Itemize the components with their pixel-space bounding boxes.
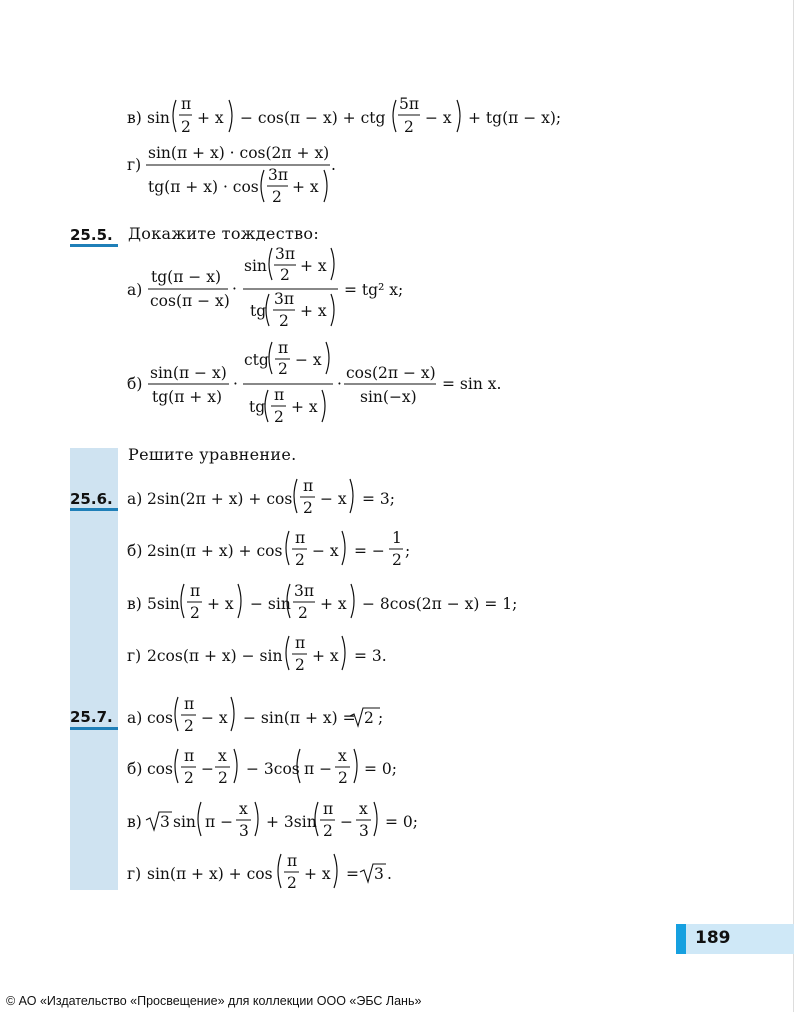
svg-text:=: =: [346, 865, 359, 883]
svg-text:+ x: + x: [304, 865, 331, 883]
formula-top-v: [0, 90, 794, 150]
svg-text:− sin: − sin: [250, 595, 291, 613]
svg-text:а): а): [127, 709, 143, 727]
svg-text:− 3cos: − 3cos: [246, 760, 300, 778]
svg-text:2: 2: [392, 551, 402, 569]
svg-text:tg(π + x) · cos: tg(π + x) · cos: [148, 178, 259, 196]
svg-text:= 0;: = 0;: [385, 813, 418, 831]
svg-text:2cos(π + x) − sin: 2cos(π + x) − sin: [147, 647, 283, 665]
svg-text:π: π: [181, 95, 192, 113]
formula-25-5-a: [0, 246, 794, 336]
svg-text:3: 3: [359, 822, 369, 840]
svg-text:π: π: [295, 634, 306, 652]
svg-text:2: 2: [295, 656, 305, 674]
svg-text:cos(π − x): cos(π − x): [150, 292, 230, 310]
svg-text:+ x: + x: [300, 257, 327, 275]
formula-25-7-b: [0, 745, 794, 795]
page-number-box: [676, 924, 794, 954]
svg-text:;: ;: [405, 542, 411, 560]
svg-text:tg: tg: [250, 302, 267, 320]
svg-text:2: 2: [272, 188, 282, 206]
svg-text:ctg: ctg: [244, 351, 269, 369]
svg-text:−: −: [340, 813, 353, 831]
svg-text:π −: π −: [304, 760, 333, 778]
svg-text:π: π: [184, 695, 195, 713]
svg-text:+ x: + x: [292, 178, 319, 196]
svg-text:tg(π − x): tg(π − x): [151, 268, 222, 286]
svg-text:π: π: [184, 747, 195, 765]
svg-text:б): б): [127, 542, 143, 560]
svg-text:π: π: [295, 529, 306, 547]
svg-text:tg(π + x): tg(π + x): [152, 388, 223, 406]
svg-text:2sin(2π + x) + cos: 2sin(2π + x) + cos: [147, 490, 293, 508]
svg-text:2: 2: [190, 604, 200, 622]
svg-text:sin: sin: [147, 109, 170, 127]
svg-text:− sin(π + x) =: − sin(π + x) =: [243, 709, 356, 727]
svg-text:+ x: + x: [197, 109, 224, 127]
svg-text:5sin: 5sin: [147, 595, 180, 613]
svg-text:3π: 3π: [275, 245, 296, 263]
svg-text:2: 2: [295, 551, 305, 569]
svg-text:2: 2: [280, 266, 290, 284]
svg-text:tg: tg: [249, 398, 266, 416]
svg-text:+ x: + x: [207, 595, 234, 613]
svg-text:sin(−x): sin(−x): [360, 388, 417, 406]
svg-text:3π: 3π: [274, 290, 295, 308]
svg-text:− x: − x: [201, 709, 228, 727]
svg-text:+ 3sin: + 3sin: [266, 813, 317, 831]
svg-text:·: ·: [232, 280, 237, 298]
svg-text:3π: 3π: [294, 582, 315, 600]
formula-25-6-v: [0, 580, 794, 630]
svg-text:cos(2π − x): cos(2π − x): [346, 364, 436, 382]
svg-text:2: 2: [274, 408, 284, 426]
formula-25-6-g: [0, 632, 794, 682]
svg-text:π: π: [190, 582, 201, 600]
svg-text:1: 1: [392, 529, 402, 547]
svg-text:= sin x.: = sin x.: [442, 375, 502, 393]
svg-text:= tg² x;: = tg² x;: [344, 281, 404, 299]
svg-text:π −: π −: [205, 813, 234, 831]
svg-text:x: x: [359, 800, 368, 818]
svg-text:·: ·: [337, 375, 342, 393]
svg-text:− cos(π − x) + ctg: − cos(π − x) + ctg: [240, 109, 386, 127]
label-v: в): [127, 109, 142, 127]
formula-25-5-b: [0, 340, 794, 430]
svg-text:в): в): [127, 595, 142, 613]
svg-text:− x: − x: [425, 109, 452, 127]
svg-text:π: π: [287, 852, 298, 870]
svg-text:3π: 3π: [268, 166, 289, 184]
svg-text:sin: sin: [173, 813, 196, 831]
svg-text:2: 2: [181, 118, 191, 136]
svg-text:2: 2: [404, 118, 414, 136]
svg-text:π: π: [323, 800, 334, 818]
problem-number: 25.6.: [70, 490, 113, 508]
svg-text:5π: 5π: [399, 95, 420, 113]
svg-text:2: 2: [287, 874, 297, 892]
svg-text:+ x: + x: [291, 398, 318, 416]
svg-text:в): в): [127, 813, 142, 831]
svg-text:x: x: [218, 747, 227, 765]
svg-text:= 0;: = 0;: [364, 760, 397, 778]
svg-text:2: 2: [364, 709, 374, 727]
svg-text:− x: − x: [295, 351, 322, 369]
formula-top-g: [0, 142, 794, 212]
svg-text:− x: − x: [312, 542, 339, 560]
label-g: г): [127, 156, 142, 174]
problem-intro: Докажите тождество:: [128, 224, 320, 243]
svg-text:г): г): [127, 865, 142, 883]
svg-text:= −: = −: [354, 542, 385, 560]
svg-text:π: π: [278, 339, 289, 357]
svg-text:2: 2: [184, 769, 194, 787]
formula-25-6-b: [0, 527, 794, 577]
svg-text:π: π: [274, 386, 285, 404]
svg-text:+ x: + x: [320, 595, 347, 613]
svg-text:;: ;: [378, 709, 384, 727]
svg-text:2: 2: [184, 717, 194, 735]
formula-25-7-g: [0, 849, 794, 899]
svg-text:2: 2: [323, 822, 333, 840]
svg-text:2: 2: [218, 769, 228, 787]
svg-text:2: 2: [279, 312, 289, 330]
svg-text:2: 2: [303, 499, 313, 517]
svg-text:б): б): [127, 760, 143, 778]
page-number: 189: [695, 928, 731, 948]
svg-text:= 3.: = 3.: [354, 647, 387, 665]
svg-text:3: 3: [374, 865, 384, 883]
svg-text:cos: cos: [147, 760, 173, 778]
svg-text:sin: sin: [244, 257, 267, 275]
svg-text:sin(π − x): sin(π − x): [150, 364, 227, 382]
svg-text:2: 2: [298, 604, 308, 622]
svg-text:+ x: + x: [300, 302, 327, 320]
label-b: б): [127, 375, 143, 393]
svg-text:− 8cos(2π − x) = 1;: − 8cos(2π − x) = 1;: [362, 595, 518, 613]
copyright-notice: © АО «Издательство «Просвещение» для коллекции ООО «ЭБС Лань»: [6, 994, 422, 1008]
svg-text:.: .: [331, 156, 336, 174]
svg-text:.: .: [387, 865, 392, 883]
svg-text:а): а): [127, 490, 143, 508]
svg-text:2: 2: [278, 360, 288, 378]
label-a: а): [127, 281, 143, 299]
svg-text:sin(π + x) + cos: sin(π + x) + cos: [147, 865, 273, 883]
svg-text:3: 3: [160, 813, 170, 831]
svg-text:·: ·: [233, 375, 238, 393]
formula-25-7-v: [0, 797, 794, 847]
svg-text:π: π: [303, 477, 314, 495]
formula-25-7-a: [0, 692, 794, 742]
svg-text:= 3;: = 3;: [362, 490, 395, 508]
svg-text:2sin(π + x) + cos: 2sin(π + x) + cos: [147, 542, 283, 560]
svg-text:2: 2: [338, 769, 348, 787]
formula-25-6-a: [0, 475, 794, 525]
svg-text:3: 3: [239, 822, 249, 840]
svg-text:x: x: [239, 800, 248, 818]
problem-number: 25.5.: [70, 226, 113, 244]
svg-text:sin(π + x) · cos(2π + x): sin(π + x) · cos(2π + x): [148, 144, 330, 162]
page-number-accent: [676, 924, 686, 954]
svg-text:− x: − x: [320, 490, 347, 508]
svg-text:+ tg(π − x);: + tg(π − x);: [468, 109, 562, 127]
svg-text:−: −: [201, 760, 214, 778]
group-intro: Решите уравнение.: [128, 445, 297, 464]
svg-text:+ x: + x: [312, 647, 339, 665]
svg-text:cos: cos: [147, 709, 173, 727]
svg-text:г): г): [127, 647, 142, 665]
svg-text:x: x: [338, 747, 347, 765]
problem-number: 25.7.: [70, 708, 113, 726]
